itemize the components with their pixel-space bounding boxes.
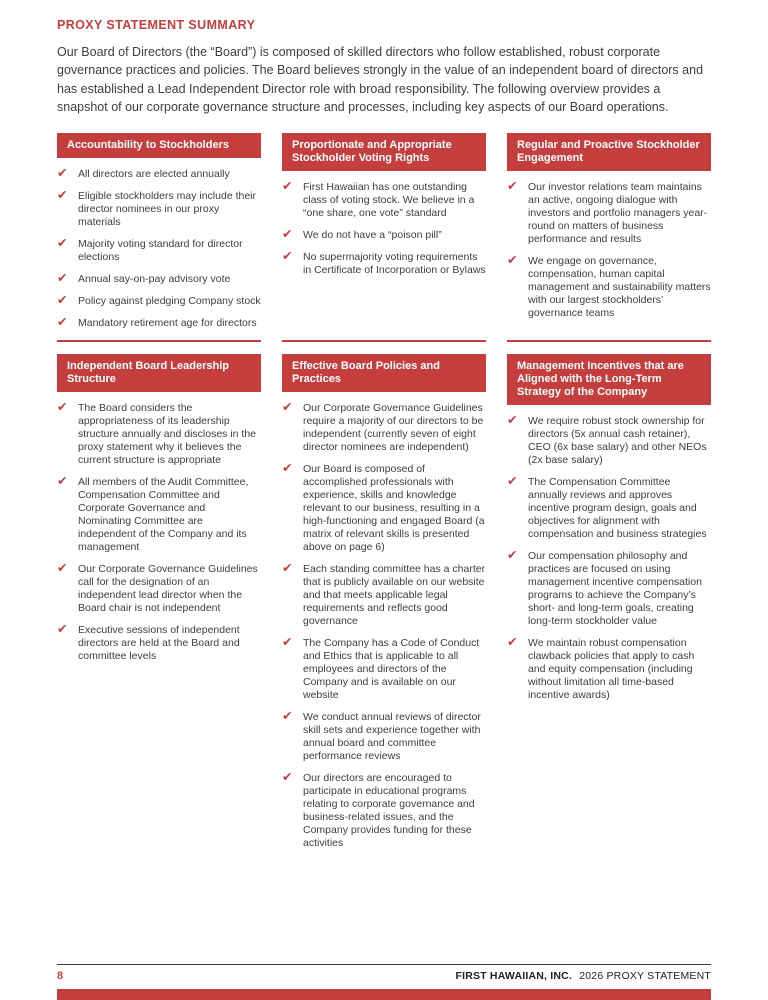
- checklist-item-text: We conduct annual reviews of director skill sets and experience together with annual board and committee performance reviews: [303, 710, 481, 762]
- checklist: [57, 399, 261, 663]
- checklist-item-text: Executive sessions of independent directors are held at the Board and committee levels: [78, 623, 240, 662]
- checklist-item: [57, 621, 261, 663]
- checklist: [282, 178, 486, 277]
- checkmark-icon: ✔: [282, 226, 293, 241]
- checkmark-icon: ✔: [282, 248, 293, 263]
- checkmark-icon: ✔: [507, 473, 518, 488]
- section-title: Proportionate and Appropriate Stockholder Voting Rights: [282, 133, 486, 171]
- section-title: Effective Board Policies and Practices: [282, 354, 486, 392]
- checklist-item: [57, 165, 261, 181]
- checklist-item-text: We maintain robust compensation clawback policies that apply to cash and equity compensation (including without limitation all time-based incentive awards): [528, 636, 695, 701]
- checkmark-icon: ✔: [507, 412, 518, 427]
- checklist-item-text: Our compensation philosophy and practices are focused on using management incentive compensation programs to achieve the Company’s short- and long-term goals, creating long-term stockholder value: [528, 549, 702, 627]
- checkmark-icon: ✔: [507, 547, 518, 562]
- checklist-item-text: Each standing committee has a charter that is publicly available on our website and that meets applicable legal requirements and reflects good governance: [303, 562, 486, 627]
- checkmark-icon: ✔: [282, 560, 293, 575]
- page-title: PROXY STATEMENT SUMMARY: [57, 18, 256, 32]
- checkmark-icon: ✔: [57, 560, 68, 575]
- checklist-item-text: Annual say-on-pay advisory vote: [78, 272, 231, 285]
- section-title: Accountability to Stockholders: [57, 133, 261, 158]
- footer-row: [57, 965, 711, 982]
- checkmark-icon: ✔: [57, 621, 68, 636]
- checkmark-icon: ✔: [57, 187, 68, 202]
- checkmark-icon: ✔: [57, 292, 68, 307]
- footer-text: [455, 970, 711, 982]
- checklist-item: [507, 178, 711, 246]
- section-stockholder-engagement: [507, 133, 711, 342]
- checkmark-icon: ✔: [507, 634, 518, 649]
- checklist-item: [57, 473, 261, 554]
- sections-grid: [57, 133, 711, 850]
- checklist-item: [57, 187, 261, 229]
- checklist-item-text: The Company has a Code of Conduct and Ethics that is applicable to all employees and directors of the Company and is available on our website: [303, 636, 480, 701]
- checklist-item: [57, 399, 261, 467]
- checklist-item-text: The Compensation Committee annually reviews and approves incentive program design, goals and objectives for alignment with compensation and business strategies: [528, 475, 707, 540]
- checklist-item: [507, 412, 711, 467]
- checklist-item: [282, 708, 486, 763]
- checklist-item: [507, 252, 711, 320]
- checkmark-icon: ✔: [57, 314, 68, 329]
- section-title: Regular and Proactive Stockholder Engagement: [507, 133, 711, 171]
- section-effective-board-policies: [282, 354, 486, 850]
- checkmark-icon: ✔: [282, 769, 293, 784]
- checklist-item: [507, 634, 711, 702]
- checklist: [507, 412, 711, 702]
- checkmark-icon: ✔: [57, 399, 68, 414]
- checklist-item-text: Majority voting standard for director elections: [78, 237, 243, 263]
- checklist-item: [282, 399, 486, 454]
- checklist-item: [282, 634, 486, 702]
- footer-document-name: 2026 PROXY STATEMENT: [579, 970, 711, 982]
- checklist-item: [57, 560, 261, 615]
- checkmark-icon: ✔: [57, 235, 68, 250]
- section-title: Management Incentives that are Aligned with the Long-Term Strategy of the Company: [507, 354, 711, 405]
- checklist-item: [282, 460, 486, 554]
- checklist-item-text: Our investor relations team maintains an active, ongoing dialogue with investors and portfolio managers year-round on matters of business performance and results: [528, 180, 708, 245]
- checklist-item-text: Our Board is composed of accomplished professionals with experience, skills and knowledge relevant to our business, resulting in a high-functioning and engaged Board (a matrix of relevant skills is presented above on page 6): [303, 462, 485, 553]
- checkmark-icon: ✔: [57, 270, 68, 285]
- footer-red-bar: [57, 989, 711, 1000]
- checkmark-icon: ✔: [282, 460, 293, 475]
- checklist-item: [57, 292, 261, 308]
- checklist-item: [57, 235, 261, 264]
- checkmark-icon: ✔: [57, 165, 68, 180]
- checklist-item-text: We require robust stock ownership for directors (5x annual cash retainer), CEO (6x base salary) and other NEOs (2x base salary): [528, 414, 707, 466]
- section-independent-board-leadership: [57, 354, 261, 850]
- checklist-item-text: Our Corporate Governance Guidelines require a majority of our directors to be independent (currently seven of eight director nominees are independent): [303, 401, 484, 453]
- checklist-item: [282, 769, 486, 850]
- checklist-item: [507, 547, 711, 628]
- checklist-item-text: We do not have a “poison pill”: [303, 228, 442, 241]
- checklist-item: [57, 314, 261, 330]
- checklist-item-text: First Hawaiian has one outstanding class of voting stock. We believe in a “one share, one vote” standard: [303, 180, 475, 219]
- section-title: Independent Board Leadership Structure: [57, 354, 261, 392]
- checklist: [57, 165, 261, 330]
- page-number: 8: [57, 970, 64, 982]
- checklist-item: [282, 248, 486, 277]
- section-accountability-to-stockholders: [57, 133, 261, 342]
- checklist-item-text: Mandatory retirement age for directors: [78, 316, 257, 329]
- checklist-item: [282, 226, 486, 242]
- checklist-item-text: No supermajority voting requirements in Certificate of Incorporation or Bylaws: [303, 250, 486, 276]
- checklist-item-text: Eligible stockholders may include their director nominees in our proxy materials: [78, 189, 257, 228]
- checklist-item: [282, 560, 486, 628]
- checklist-item-text: All members of the Audit Committee, Compensation Committee and Corporate Governance and Nominating Committee are independent of the Company and its management: [78, 475, 249, 553]
- checklist-item-text: All directors are elected annually: [78, 167, 230, 180]
- checkmark-icon: ✔: [57, 473, 68, 488]
- footer-company-name: FIRST HAWAIIAN, INC.: [455, 970, 573, 982]
- section-management-incentives: [507, 354, 711, 850]
- checkmark-icon: ✔: [282, 708, 293, 723]
- checklist-item-text: Policy against pledging Company stock: [78, 294, 261, 307]
- page-footer: [57, 964, 711, 1000]
- checklist-item: [507, 473, 711, 541]
- checklist-item-text: Our directors are encouraged to participate in educational programs relating to corporate governance and business-related issues, and the Company provides funding for these activities: [303, 771, 475, 849]
- section-stockholder-voting-rights: [282, 133, 486, 342]
- checklist-item: [282, 178, 486, 220]
- checklist-item: [57, 270, 261, 286]
- checklist-item-text: The Board considers the appropriateness of its leadership structure annually and discloses in the proxy statement why it believes the current structure is appropriate: [78, 401, 257, 466]
- checkmark-icon: ✔: [507, 252, 518, 267]
- checkmark-icon: ✔: [282, 399, 293, 414]
- checkmark-icon: ✔: [282, 178, 293, 193]
- intro-paragraph: Our Board of Directors (the “Board”) is composed of skilled directors who follow established, robust corporate governance practices and policies. The Board believes strongly in the value of an independent board of directors and has established a Lead Independent Director role with broad responsibility. The following overview provides a snapshot of our corporate governance structure and processes, including key aspects of our Board operations.: [57, 45, 704, 115]
- checklist-item-text: We engage on governance, compensation, human capital management and sustainability matters with our largest stockholders’ governance teams: [528, 254, 711, 319]
- checkmark-icon: ✔: [282, 634, 293, 649]
- checkmark-icon: ✔: [507, 178, 518, 193]
- checklist: [507, 178, 711, 320]
- checklist: [282, 399, 486, 850]
- checklist-item-text: Our Corporate Governance Guidelines call for the designation of an independent lead director when the Board chair is not independent: [78, 562, 258, 614]
